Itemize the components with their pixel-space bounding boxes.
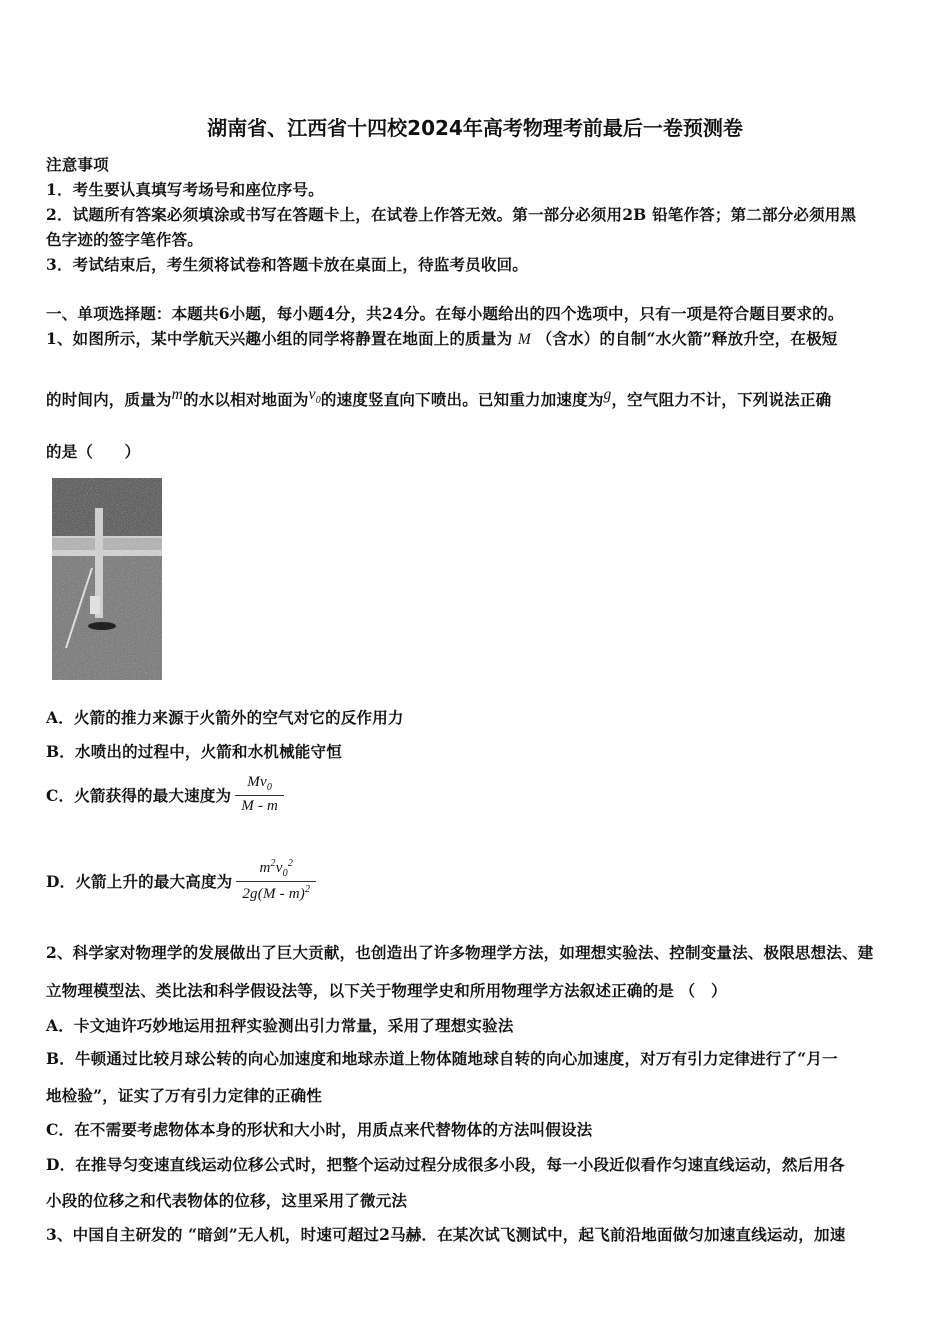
var-M: M — [517, 331, 532, 348]
q1-text: 的速度竖直向下喷出。已知重力加速度为 — [320, 390, 604, 409]
formula-max-speed: $\frac{Mv_0}{M - m}$ — [235, 774, 284, 815]
q1-option-c — [46, 774, 284, 815]
notice-item: 1．考生要认真填写考场号和座位序号。 — [46, 180, 324, 199]
q1-text: 的时间内，质量为 — [46, 390, 172, 409]
q1-line — [46, 388, 831, 412]
option-c-text: C．火箭获得的最大速度为 — [46, 785, 232, 805]
q1-option-b: B．水喷出的过程中，火箭和水机械能守恒 — [46, 742, 342, 761]
q2-line: 立物理模型法、类比法和科学假设法等，以下关于物理学史和所用物理学方法叙述正确的是 （ ） — [46, 981, 727, 1000]
q1-option-a: A．火箭的推力来源于火箭外的空气对它的反作用力 — [46, 708, 404, 727]
water-rocket-photo — [52, 478, 162, 680]
q2-option-b: B．牛顿通过比较月球公转的向心加速度和地球赤道上物体随地球自转的向心加速度，对万有引力定律进行了“月一 — [46, 1049, 838, 1068]
notice-item: 3．考试结束后，考生须将试卷和答题卡放在桌面上，待监考员收回。 — [46, 255, 528, 274]
q1-option-d — [46, 858, 316, 903]
q1-line — [46, 327, 837, 349]
q1-text: 1、如图所示，某中学航天兴趣小组的同学将静置在地面上的质量为 — [46, 329, 513, 348]
notice-item: 2．试题所有答案必须填涂或书写在答题卡上，在试卷上作答无效。第一部分必须用2B 铅笔作答；第二部分必须用黑 — [46, 205, 857, 224]
notice-item: 色字迹的签字笔作答。 — [46, 230, 204, 249]
var-m: m — [171, 386, 184, 403]
notice-heading: 注意事项 — [46, 155, 109, 174]
q3-line: 3、中国自主研发的 “暗剑”无人机，时速可超过2马赫．在某次试飞测试中，起飞前沿地面做匀加速直线运动，加速 — [46, 1225, 846, 1244]
q2-option-c: C．在不需要考虑物体本身的形状和大小时，用质点来代替物体的方法叫假设法 — [46, 1120, 593, 1139]
q1-text: （含水）的自制“水火箭”释放升空，在极短 — [536, 329, 838, 348]
q1-text: 的水以相对地面为 — [183, 390, 309, 409]
var-g: g — [603, 386, 612, 403]
var-v0: $v_0$ — [308, 386, 321, 407]
q2-option-b-cont: 地检验”，证实了万有引力定律的正确性 — [46, 1086, 323, 1105]
q2-option-d-cont: 小段的位移之和代表物体的位移，这里采用了微元法 — [46, 1191, 408, 1210]
option-d-text: D．火箭上升的最大高度为 — [46, 871, 233, 891]
q2-line: 2、科学家对物理学的发展做出了巨大贡献，也创造出了许多物理学方法，如理想实验法、控制变量法、极限思想法、建 — [46, 943, 874, 962]
page-title: 湖南省、江西省十四校2024年高考物理考前最后一卷预测卷 — [207, 116, 743, 140]
q2-option-a: A．卡文迪许巧妙地运用扭秤实验测出引力常量，采用了理想实验法 — [46, 1016, 514, 1035]
q2-option-d: D．在推导匀变速直线运动位移公式时，把整个运动过程分成很多小段，每一小段近似看作匀速直线运动，然后用各 — [46, 1155, 845, 1174]
formula-max-height: $\frac{m^2v_0^2}{2g(M - m)^2}$ — [236, 858, 316, 903]
section-heading: 一、单项选择题：本题共6小题，每小题4分，共24分。在每小题给出的四个选项中，只有一项是符合题目要求的。 — [46, 304, 844, 323]
q1-line: 的是（ ） — [46, 442, 141, 461]
q1-text: ，空气阻力不计，下列说法正确 — [611, 390, 832, 409]
